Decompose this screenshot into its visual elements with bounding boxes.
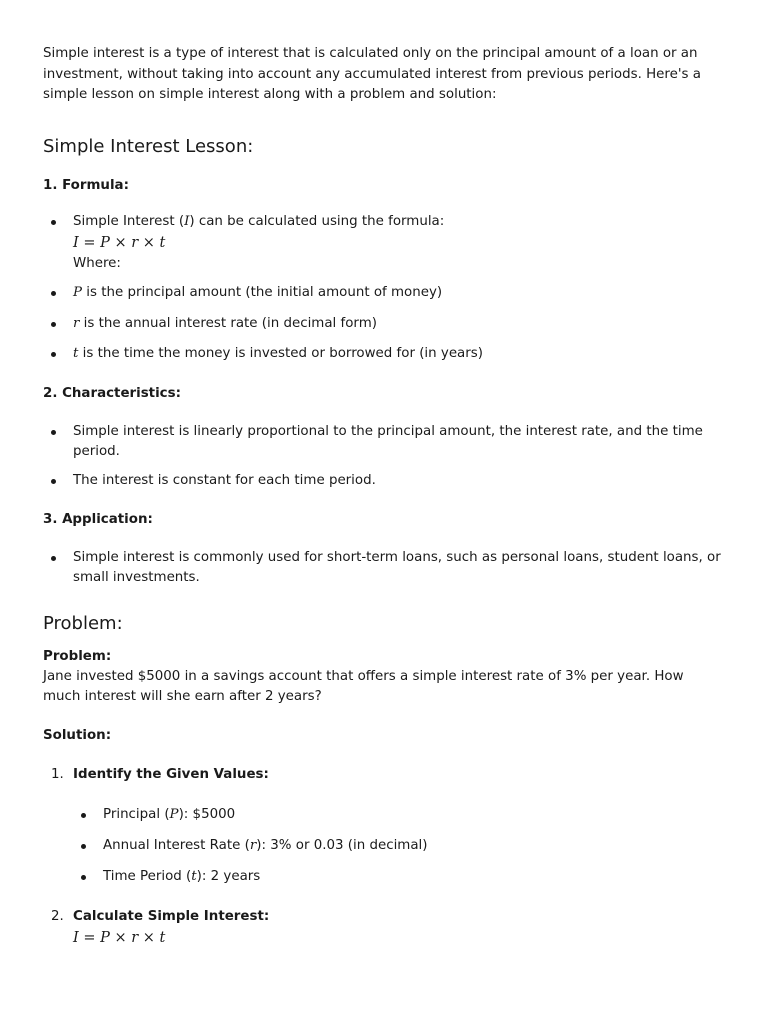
bullet-icon (51, 220, 56, 225)
step-title: Identify the Given Values: (73, 766, 269, 782)
step-number: 1. (51, 766, 64, 782)
list-item: Principal (P): $5000 (73, 805, 723, 825)
characteristics-list (43, 422, 723, 491)
bullet-icon (81, 813, 86, 818)
list-item: t is the time the money is invested or borrowed for (in years) (43, 344, 723, 364)
lesson-heading: Simple Interest Lesson: (43, 135, 254, 157)
bullet-icon (51, 322, 56, 327)
formula-equation: I = P × r × t (73, 234, 166, 251)
bullet-icon (81, 844, 86, 849)
step-number: 2. (51, 908, 64, 924)
solution-step (43, 765, 723, 887)
list-item: r is the annual interest rate (in decimal form) (43, 314, 723, 334)
solution-steps (43, 765, 723, 949)
given-values-list (73, 805, 723, 887)
solution-step (43, 907, 723, 949)
formula-subheading: 1. Formula: (43, 177, 129, 193)
document-page (43, 44, 723, 949)
characteristics-subheading: 2. Characteristics: (43, 385, 181, 401)
bullet-icon (51, 479, 56, 484)
bullet-icon (51, 291, 56, 296)
formula-list (43, 212, 723, 364)
problem-heading: Problem: (43, 612, 123, 634)
list-item: Simple Interest (I) can be calculated using the formula: I = P × r × t Where: (43, 212, 723, 274)
step-title: Calculate Simple Interest: (73, 908, 270, 924)
list-item: Simple interest is commonly used for short-term loans, such as personal loans, student loans, or small investments. (43, 548, 723, 588)
bullet-icon (51, 352, 56, 357)
list-item: Time Period (t): 2 years (73, 867, 723, 887)
problem-text: Jane invested $5000 in a savings account that offers a simple interest rate of 3% per year. How much interest will she earn after 2 years? (43, 668, 684, 704)
application-subheading: 3. Application: (43, 511, 153, 527)
application-list (43, 548, 723, 588)
list-item: Simple interest is linearly proportional to the principal amount, the interest rate, and the time period. (43, 422, 723, 462)
intro-paragraph: Simple interest is a type of interest that is calculated only on the principal amount of a loan or an investment, without taking into account any accumulated interest from previous periods. Here's a simple lesson on simple interest along with a problem and solution: (43, 46, 701, 102)
solution-equation: I = P × r × t (73, 929, 166, 946)
list-item: The interest is constant for each time period. (43, 471, 723, 491)
bullet-icon (81, 875, 86, 880)
list-item: P is the principal amount (the initial amount of money) (43, 283, 723, 303)
where-label: Where: (73, 255, 121, 271)
problem-label: Problem: (43, 648, 112, 664)
bullet-icon (51, 430, 56, 435)
bullet-icon (51, 556, 56, 561)
list-item: Annual Interest Rate (r): 3% or 0.03 (in decimal) (73, 836, 723, 856)
solution-label: Solution: (43, 727, 112, 743)
